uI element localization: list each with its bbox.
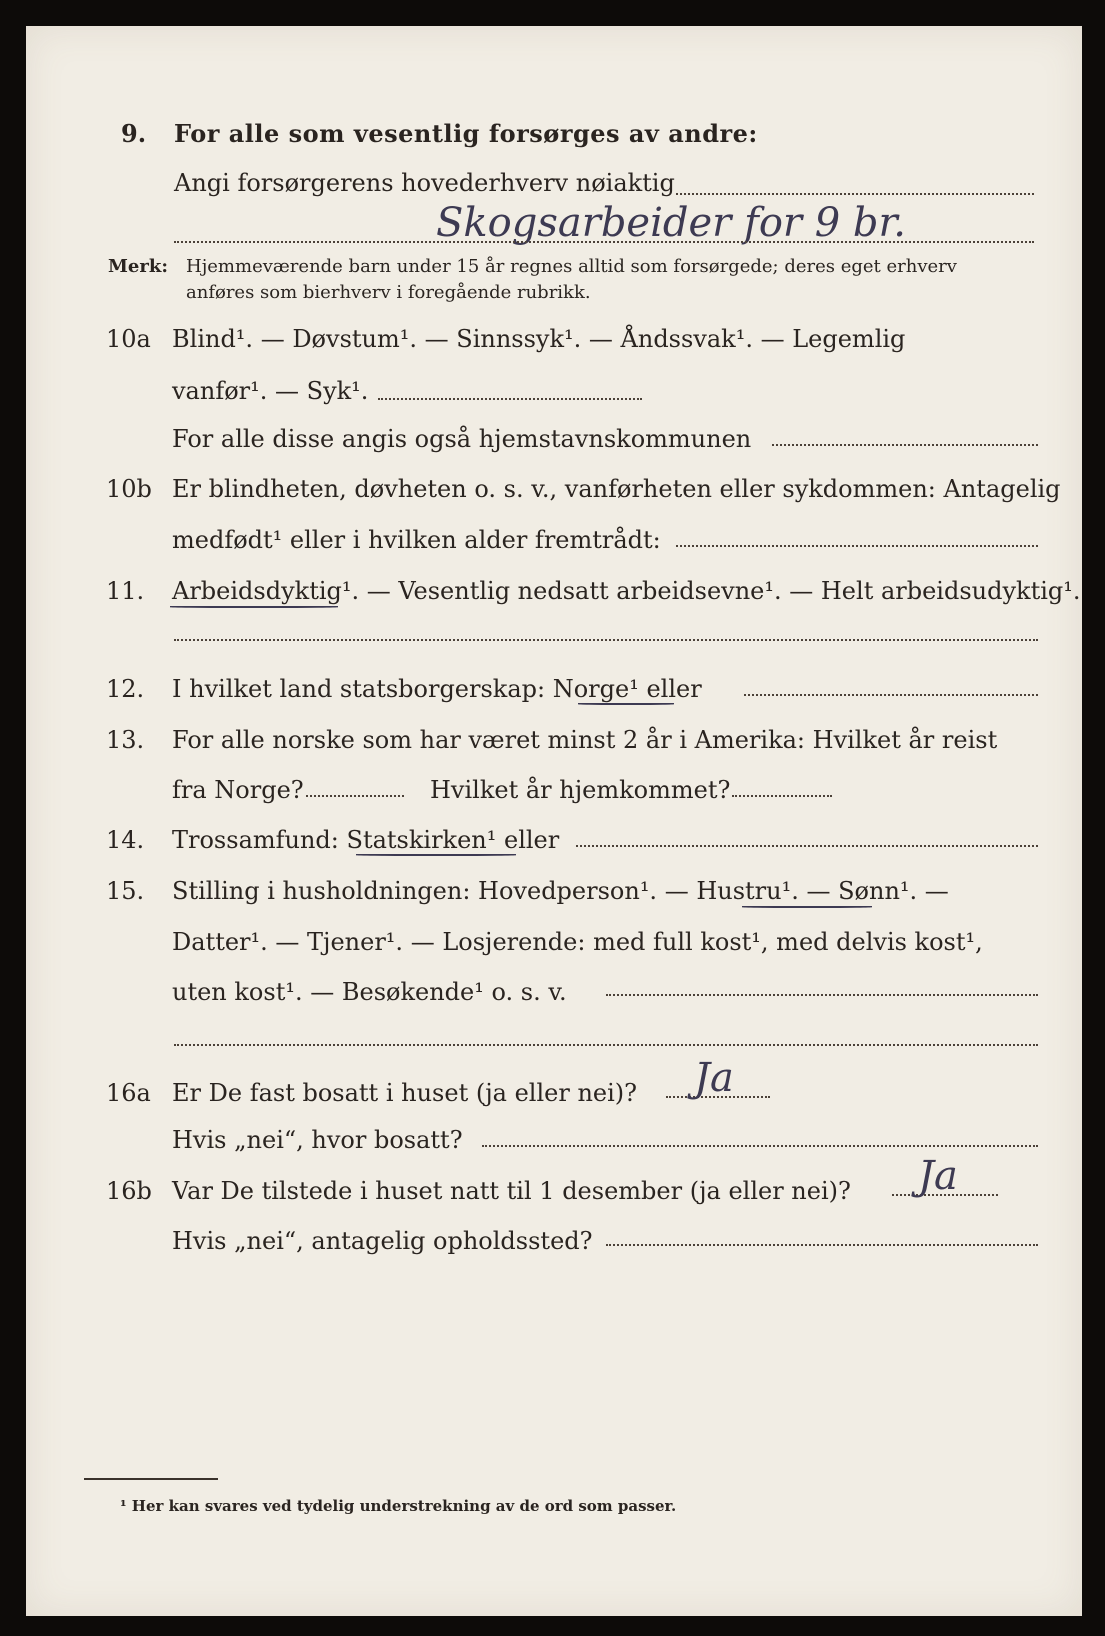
q13-hjemkommet-line xyxy=(732,795,832,797)
q10a-line-2: vanfør¹. — Syk¹. xyxy=(172,377,369,405)
footnote-separator xyxy=(84,1478,218,1480)
q16a-bosatt-line xyxy=(482,1145,1038,1147)
footnote: ¹ Her kan svares ved tydelig understrekning av de ord som passer. xyxy=(120,1497,677,1515)
q9-answer-line-2 xyxy=(174,241,1034,243)
q16b-number: 16b xyxy=(106,1177,152,1205)
q13-line-2a: fra Norge? xyxy=(172,776,304,804)
q13-reist-line xyxy=(306,795,404,797)
merk-line-1: Hjemmeværende barn under 15 år regnes alltid som forsørgede; deres eget erhverv xyxy=(186,256,957,277)
q9-question: Angi forsørgerens hovederhverv nøiaktig xyxy=(174,169,675,197)
q9-answer-line-1 xyxy=(676,193,1034,195)
q13-line-2b: Hvilket år hjemkommet? xyxy=(430,776,731,804)
q12-number: 12. xyxy=(106,675,145,703)
q9-heading: For alle som vesentlig forsørges av andre: xyxy=(174,119,758,148)
q14-line-1: Trossamfund: Statskirken¹ eller xyxy=(172,826,560,854)
q10a-answer-line xyxy=(378,398,642,400)
q12-line-1: I hvilket land statsborgerskap: Norge¹ eller xyxy=(172,675,702,703)
q16b-line-2: Hvis „nei“, antagelig opholdssted? xyxy=(172,1227,593,1255)
q10b-number: 10b xyxy=(106,475,152,503)
q14-answer-line xyxy=(576,845,1038,847)
q10a-number: 10a xyxy=(106,325,151,353)
q16a-handwritten-answer: Ja xyxy=(694,1055,734,1101)
merk-line-2: anføres som bierhverv i foregående rubrikk. xyxy=(186,282,591,303)
q14-underline-mark xyxy=(356,854,516,856)
q11-underline-mark xyxy=(170,606,338,608)
q9-handwritten-answer: Skogsarbeider for 9 br. xyxy=(436,200,906,246)
q10a-line-3: For alle disse angis også hjemstavnskommunen xyxy=(172,425,752,453)
q9-number: 9. xyxy=(121,119,147,148)
q16b-handwritten-answer: Ja xyxy=(918,1153,958,1199)
q12-underline-mark xyxy=(578,703,674,705)
q16a-number: 16a xyxy=(106,1079,151,1107)
q12-answer-line xyxy=(744,694,1038,696)
q16a-line-2: Hvis „nei“, hvor bosatt? xyxy=(172,1126,463,1154)
q15-underline-mark xyxy=(742,906,872,908)
q16b-line-1: Var De tilstede i huset natt til 1 desember (ja eller nei)? xyxy=(172,1177,851,1205)
q15-answer-line-2 xyxy=(174,1044,1038,1046)
q15-answer-line-1 xyxy=(606,994,1038,996)
q10a-hjemstavn-line xyxy=(772,444,1038,446)
merk-label: Merk: xyxy=(108,256,168,277)
q16a-line-1: Er De fast bosatt i huset (ja eller nei)? xyxy=(172,1079,638,1107)
q10b-line-1: Er blindheten, døvheten o. s. v., vanførheten eller sykdommen: Antagelig xyxy=(172,475,1061,503)
q10b-answer-line xyxy=(676,545,1038,547)
q10a-line-1: Blind¹. — Døvstum¹. — Sinnssyk¹. — Åndssvak¹. — Legemlig xyxy=(172,325,906,353)
q15-line-3: uten kost¹. — Besøkende¹ o. s. v. xyxy=(172,978,567,1006)
q11-line-1: Arbeidsdyktig¹. — Vesentlig nedsatt arbeidsevne¹. — Helt arbeidsudyktig¹. xyxy=(172,577,1081,605)
q11-number: 11. xyxy=(106,577,145,605)
q15-line-2: Datter¹. — Tjener¹. — Losjerende: med full kost¹, med delvis kost¹, xyxy=(172,928,983,956)
q15-line-1: Stilling i husholdningen: Hovedperson¹. — Hustru¹. — Sønn¹. — xyxy=(172,877,949,905)
q16b-opholdssted-line xyxy=(606,1244,1038,1246)
census-form-page xyxy=(26,26,1082,1616)
q13-line-1: For alle norske som har været minst 2 år i Amerika: Hvilket år reist xyxy=(172,726,998,754)
q14-number: 14. xyxy=(106,826,145,854)
q10b-line-2: medfødt¹ eller i hvilken alder fremtrådt: xyxy=(172,526,661,554)
q15-number: 15. xyxy=(106,877,145,905)
q11-answer-line xyxy=(174,639,1038,641)
q13-number: 13. xyxy=(106,726,145,754)
